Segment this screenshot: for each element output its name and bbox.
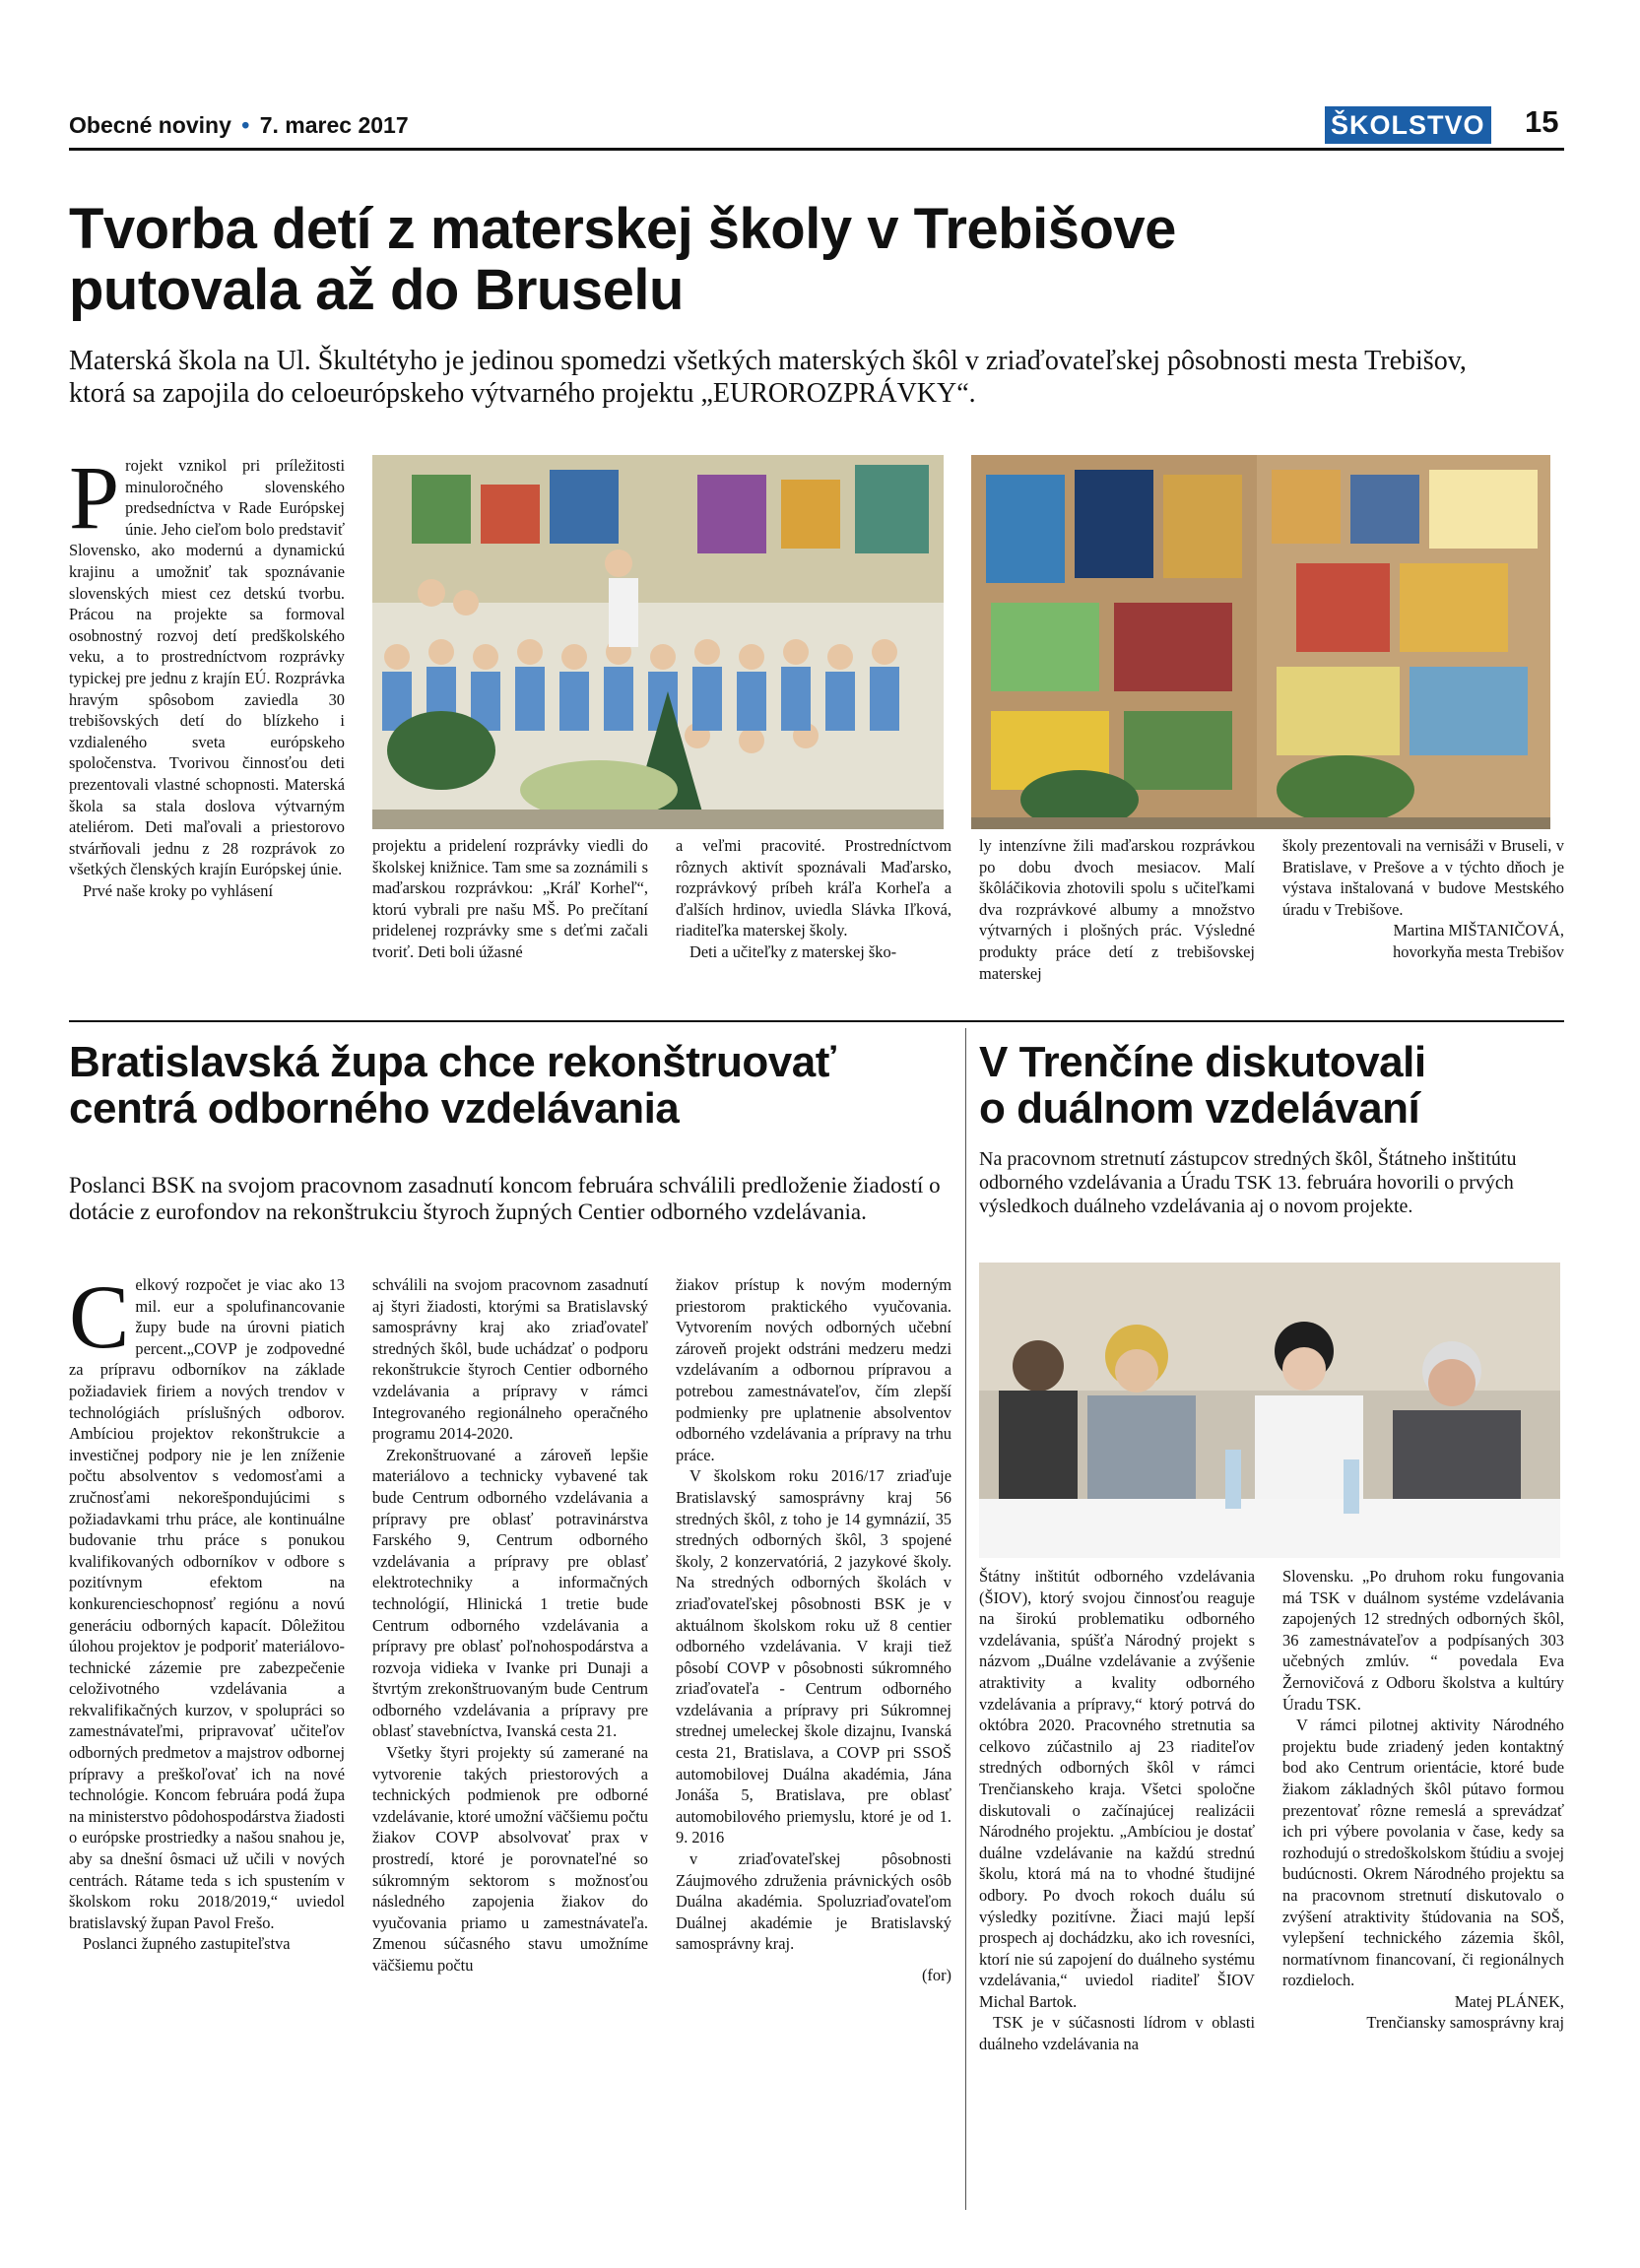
section-badge: ŠKOLSTVO bbox=[1325, 106, 1491, 144]
article1-column-4 bbox=[979, 835, 1255, 984]
article1-col5-text: školy prezentovali na vernisáži v Bruseli, v Bratislave, v Prešove a v týchto dňoch je výstava inštalovaná v budove Mestského úradu v Trebišove. bbox=[1282, 836, 1564, 919]
paper-name: Obecné noviny bbox=[69, 112, 231, 138]
meeting-photo bbox=[979, 1263, 1560, 1558]
article3-col1-text: Štátny inštitút odborného vzdelávania (ŠIOV), ktorý svojou činnosťou reaguje na širokú problematiku odborného vzdelávania, spúšťa Národný projekt s názvom „Duálne vzdelávanie a zvýšenie atraktivity a kvality odborného vzdelávania a prípravy,“ ktorý potrvá do októbra 2020. Pracovného stretnutia sa celkovo zúčastnilo aj 23 riaditeľov stredných odborných škôl v rámci Trenčianskeho kraja. Všetci spoločne diskutovali o začínajúcej realizácii Národného projektu. „Ambíciou je dostať duálne vzdelávanie na každú strednú školu, ktorá má na to vhodné študijné odbory. Po dvoch rokoch duálu sú výsledky pozitívne. Žiaci majú lepší prospech aj dochádzku, ako ich rovesníci, ktorí nie sú zapojení do duálneho systému vzdelávania,“ uviedol riaditeľ ŠIOV Michal Bartok. bbox=[979, 1567, 1255, 2011]
article1-column-1 bbox=[69, 447, 345, 901]
article2-title bbox=[69, 1039, 835, 1132]
article1-column-3 bbox=[676, 835, 951, 963]
article3-signature-role: Trenčiansky samosprávny kraj bbox=[1366, 2013, 1564, 2033]
article1-col3-text: a veľmi pracovité. Prostredníctvom rôznych aktivít spoznávali Maďarsko, rozprávkový príbeh kráľa Korheľa a ďalších hrdinov, uviedla Slávka Iľková, riaditeľka materskej školy. bbox=[676, 836, 951, 940]
article3-column-2 bbox=[1282, 1566, 1564, 2034]
children-group-photo bbox=[372, 455, 944, 829]
article-separator-rule bbox=[69, 1020, 1564, 1022]
article2-col2-p3: Všetky štyri projekty sú zamerané na vytvorenie takých priestorových a technických podmienok pre odborné vzdelávanie, ktoré umožní väčšiemu počtu žiakov COVP absolvovať prax v prostredí, ktoré je porovnateľné so súkromným sektorom s možnosťou následného zapojenia žiakov do vyučovania priamo u zamestnávateľa. Zmenou súčasného stavu umožníme väčšiemu počtu bbox=[372, 1743, 648, 1975]
article2-signature: (for) bbox=[921, 1966, 951, 1984]
header-bullet: • bbox=[241, 112, 250, 138]
article2-col1-text: elkový rozpočet je viac ako 13 mil. eur a spolufinancovanie župy bude na úrovni piatich percent.„COVP je zodpovedné za prípravu odborníkov na základe požiadaviek firiem a nových trendov v technológiách príslušných odborov. Ambíciou projektov rekonštrukcie a investičnej podpory nie je len zníženie počtu absolventov s vedomosťami a zručnosťami nekorešpondujúcimi s požiadavkami trhu práce, ale kontinuálne budovanie trhu práce s ponukou kvalifikovaných odborníkov v odbore s pozitívnym efektom na konkurencieschopnosť regiónu a novú generáciu odborných kapacít. Dôležitou úlohou projektov je podporiť materiálovo-technické zázemie pre zabezpečenie celoživotného vzdelávania a rekvalifikačných kurzov, v spolupráci so zamestnávateľmi, pripravovať učiteľov odborných predmetov a majstrov odbornej prípravy a preškoľovať ich na nové technológie. Koncom februára podá župa na ministerstvo pôdohospodárstva žiadosti o európske prostriedky a našou snahou je, aby sa dnešní ôsmaci už učili v nových centrách. Rátame teda s ich spustením v školskom roku 2018/2019,“ uviedol bratislavský župan Pavol Frešo. bbox=[69, 1275, 345, 1932]
article3-column-1 bbox=[979, 1566, 1255, 2055]
article3-col1-p2: TSK je v súčasnosti lídrom v oblasti duálneho vzdelávania na bbox=[979, 2013, 1255, 2054]
article1-title-line2: putovala až do Bruselu bbox=[69, 258, 684, 322]
article2-dropcap: C bbox=[69, 1266, 130, 1367]
article2-col2-p2: Zrekonštruované a zároveň lepšie materiálovo a technicky vybavené tak bude Centrum odborného vzdelávania a prípravy pre oblasť potravinárstva Farského 9, Centrum odborného vzdelávania a prípravy pre oblasť elektrotechniky a informačných technológií, Hlinická 1 tretie bude Centrum odborného vzdelávania a prípravy pre oblasť poľnohospodárstva a rozvoja vidieka v Ivanke pri Dunaji a štvrtým zrekonštruovaným bude Centrum odborného vzdelávania a prípravy pre oblasť stavebníctva, Ivanská cesta 21. bbox=[372, 1445, 648, 1741]
article2-col3-p3: v zriaďovateľskej pôsobnosti Záujmového združenia právnických osôb Duálna akadémia. Spoluzriaďovateľom Duálnej akadémie je Bratislavský samosprávny kraj. bbox=[676, 1849, 951, 1954]
children-group-illustration bbox=[372, 455, 944, 829]
masthead bbox=[69, 112, 409, 139]
article2-col1-p2: Poslanci župného zastupiteľstva bbox=[83, 1934, 291, 1954]
article1-signature-name: Martina MIŠTANIČOVÁ, bbox=[1393, 921, 1564, 940]
issue-date: 7. marec 2017 bbox=[259, 112, 409, 138]
article2-column-2 bbox=[372, 1274, 648, 1976]
article3-col2-p2: V rámci pilotnej aktivity Národného projektu bude zriadený jeden kontaktný bod ako Centrum orientácie, ktoré bude žiakom základných škôl pútavo formou prezentovať rôzne remeslá a sprevádzať ich pri výbere povolania v čase, kedy sa rozhodujú o stredoškolskom štúdiu a svojej budúcnosti. Okrem Národného projektu sa na pracovnom stretnutí diskutovalo o zvýšení atraktivity štúdovania na SOŠ, vylepšení technického zázemia škôl, normatívnom financovaní, či regionálnych rozdieloch. bbox=[1282, 1716, 1564, 1990]
article1-col3-p2: Deti a učiteľky z materskej ško- bbox=[689, 941, 897, 961]
exhibition-photo bbox=[971, 455, 1550, 829]
article2-lead: Poslanci BSK na svojom pracovnom zasadnutí koncom februára schválili predloženie žiadostí o dotácie z eurofondov na rekonštrukciu štyroch župných Centier odborného vzdelávania. bbox=[69, 1173, 941, 1224]
page-number: 15 bbox=[1525, 104, 1559, 139]
article3-lead: Na pracovnom stretnutí zástupcov stredných škôl, Štátneho inštitútu odborného vzdelávania a Úradu TSK 13. februára hovorili o prvých výsledkoch duálneho vzdelávania aj o novom projekte. bbox=[979, 1148, 1517, 1217]
article2-col3-p2: V školskom roku 2016/17 zriaďuje Bratislavský samosprávny kraj 56 stredných škôl, z toho je 14 gymnázií, 35 stredných odborných škôl, 3 spojené školy, 2 konzervatóriá, 2 jazykové školy. Na stredných odborných školách v zriaďovateľskej pôsobnosti BSK je v aktuálnom školskom roku už 8 centier odborného vzdelávania. V kraji tiež pôsobí COVP v pôsobnosti súkromného zriaďovateľa - Centrum odborného vzdelávania a prípravy pri Súkromnej strednej umeleckej škole dizajnu, Ivanská cesta 21, Bratislava, a COVP pri SSOŠ automobilovej Duálna akadémia, Jána Jonáša 5, Bratislava, pre oblasť automobilového priemyslu, ktoré je od 1. 9. 2016 bbox=[676, 1466, 951, 1847]
article1-col4-text: ly intenzívne žili maďarskou rozprávkou po dobu dvoch mesiacov. Malí škôláčikovia zhotovili spolu s učiteľkami dva rozprávkové albumy a množstvo výtvarných i plošných prác. Výsledné produkty práce detí z trebišovskej materskej bbox=[979, 836, 1255, 983]
article1-dropcap: P bbox=[69, 447, 120, 548]
article3-title-line2: o duálnom vzdelávaní bbox=[979, 1084, 1420, 1133]
meeting-illustration bbox=[979, 1263, 1560, 1558]
article2-column-3 bbox=[676, 1274, 951, 1986]
exhibition-illustration bbox=[971, 455, 1550, 829]
header-rule bbox=[69, 148, 1564, 151]
article2-title-line1: Bratislavská župa chce rekonštruovať bbox=[69, 1038, 836, 1086]
article3-signature-name: Matej PLÁNEK, bbox=[1454, 1991, 1564, 2011]
article1-col2-text: projektu a pridelení rozprávky viedli do školskej knižnice. Tam sme sa zoznámili s maďarskou rozprávkou: „Kráľ Korheľ“, ktorú vybrali pre našu MŠ. Po prečítaní pridelenej rozprávky sme s deťmi začali tvoriť. Deti boli úžasné bbox=[372, 836, 648, 961]
vertical-divider bbox=[965, 1028, 966, 2210]
article2-title-line2: centrá odborného vzdelávania bbox=[69, 1084, 680, 1133]
article1-column-5 bbox=[1282, 835, 1564, 963]
article1-title-line1: Tvorba detí z materskej školy v Trebišove bbox=[69, 197, 1176, 261]
article2-col2-text: schválili na svojom pracovnom zasadnutí aj štyri žiadosti, ktorými sa Bratislavský samosprávny kraj ako zriaďovateľ stredných škôl, bude uchádzať o podporu rekonštrukcie štyroch Centier odborného vzdelávania a prípravy v rámci Integrovaného regionálneho operačného programu 2014-2020. bbox=[372, 1275, 648, 1444]
article3-title bbox=[979, 1039, 1426, 1132]
article1-col1-p2: Prvé naše kroky po vyhlásení bbox=[83, 880, 274, 900]
article3-col2-text: Slovensku. „Po druhom roku fungovania má TSK v duálnom systéme vzdelávania zapojených 12 stredných odborných škôl, 36 zamestnávateľov a podpísaných 303 učebných zmlúv. “ povedala Eva Žernovičová z Odboru školstva a kultúry Úradu TSK. bbox=[1282, 1567, 1564, 1714]
article3-title-line1: V Trenčíne diskutovali bbox=[979, 1038, 1426, 1086]
article1-lead: Materská škola na Ul. Škultétyho je jedinou spomedzi všetkých materských škôl v zriaďovateľskej pôsobnosti mesta Trebišov, ktorá sa zapojila do celoeurópskeho výtvarného projektu „EUROROZPRÁVKY“. bbox=[69, 346, 1467, 409]
article1-column-2 bbox=[372, 835, 648, 963]
article1-title bbox=[69, 199, 1176, 321]
article2-column-1 bbox=[69, 1266, 345, 1955]
article1-signature-role: hovorkyňa mesta Trebišov bbox=[1393, 941, 1564, 961]
article1-col1-text: rojekt vznikol pri príležitosti minuloročného slovenského predsedníctva v Rade Európskej únie. Jeho cieľom bolo predstaviť Slovensko, ako modernú a dynamickú krajinu a umožniť tak spoznávanie slovenských miest cez detskú tvorbu. Prácou na projekte sa formoval osobnostný rozvoj detí predškolského veku, a to prostredníctvom rozprávky typickej pre jednu z krajín EÚ. Rozprávka hravým spôsobom zaviedla 30 trebišovských detí do blízkeho i vzdialeného sveta európskeho spoločenstva. Tvorivou činnosťou deti prezentovali vlastné schopnosti. Materská škola sa stala doslova výtvarným ateliérom. Deti maľovali a priestorovo stvárňovali jednu z 28 rozprávok zo všetkých členských krajín Európskej únie. bbox=[69, 456, 345, 879]
article2-col3-text: žiakov prístup k novým moderným priestorom praktického vyučovania. Vytvorením nových odborných učební zároveň projekt odstráni medzeru medzi vzdelávaním a odbornou prípravou a potrebou zamestnávateľov, čím zlepší podmienky pre uplatnenie absolventov odborného vzdelávania a prípravy na trhu práce. bbox=[676, 1275, 951, 1464]
